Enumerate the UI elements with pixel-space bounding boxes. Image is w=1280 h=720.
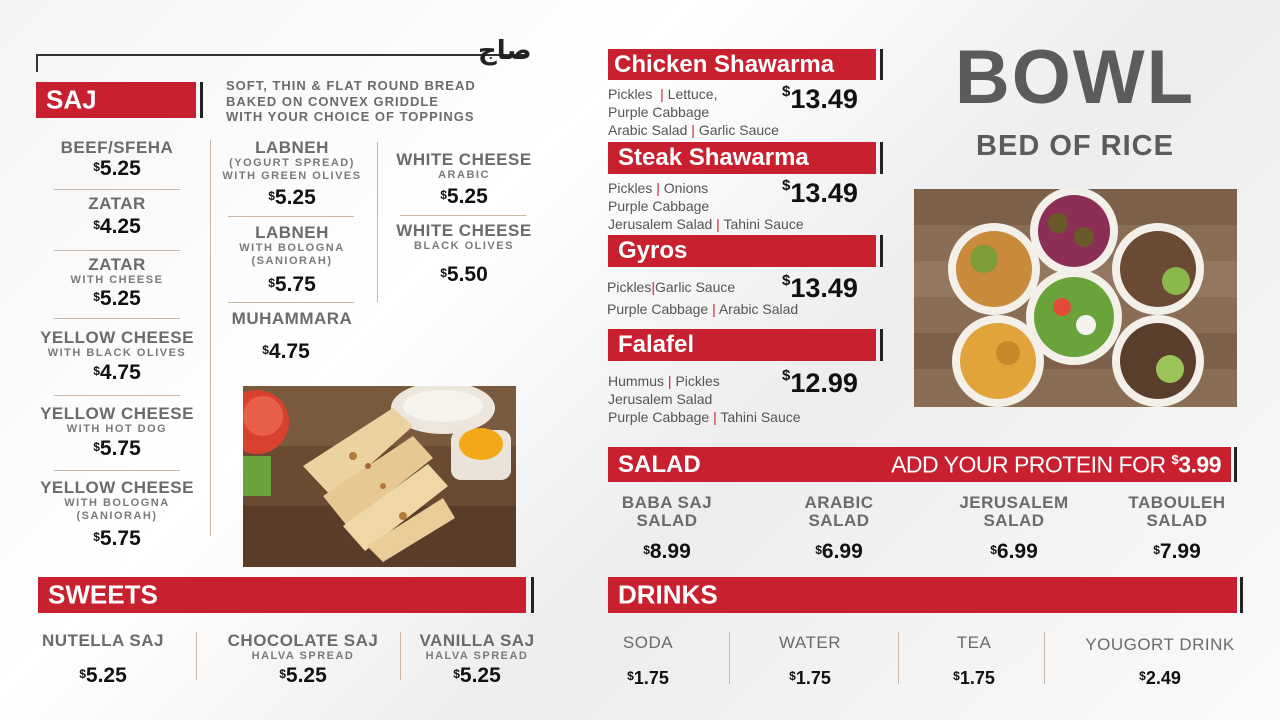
steak-shawarma-header-bar [608, 142, 876, 174]
item-price: $5.25 [440, 185, 488, 208]
sweets-header-bar [38, 577, 526, 613]
gyros-title: Gyros [618, 237, 688, 264]
drinks-header-bar [608, 577, 1237, 613]
item-subtitle: HALVA SPREAD [425, 650, 529, 662]
divider [54, 470, 180, 471]
saj-top-line [36, 54, 528, 56]
column-divider [898, 632, 899, 684]
item-price: $4.25 [93, 215, 141, 238]
addon-label: ADD YOUR PROTEIN FOR [891, 451, 1166, 477]
item-subtitle: (YOGURT SPREAD) [229, 157, 355, 169]
ingredient: Pickles [608, 180, 653, 196]
ingredient: Jerusalem Salad [608, 216, 713, 232]
ingredient: Jerusalem Salad [608, 391, 713, 407]
salad-addon-text: ADD YOUR PROTEIN FOR $3.99 [891, 451, 1221, 477]
gyros-ingredients: Pickles|Garlic Sauce Purple Cabbage | Arabic Salad [607, 279, 799, 317]
item-subtitle: WITH BOLOGNA [64, 497, 170, 509]
saj-top-line-tick [36, 54, 38, 72]
saj-item-white-cheese-arabic [384, 151, 544, 209]
item-name: MUHAMMARA [231, 309, 353, 328]
item-name: YELLOW CHEESE [40, 478, 194, 497]
item-name: CHOCOLATE SAJ [227, 631, 379, 650]
item-name: ZATAR [88, 255, 146, 274]
ingredient: Garlic Sauce [698, 122, 779, 138]
saj-item-zatar-cheese [32, 256, 202, 311]
salad-title: SALAD [618, 450, 701, 478]
addon-price: 3.99 [1178, 451, 1221, 477]
item-subtitle: WITH HOT DOG [66, 423, 168, 435]
ingredient: Arabic Salad [608, 122, 688, 138]
item-name: TABOULEH [1128, 493, 1226, 512]
divider [54, 189, 180, 190]
item-price: $4.75 [93, 361, 141, 384]
divider [228, 216, 354, 217]
saj-item-zatar [32, 195, 202, 239]
drinks-header-endbar [1240, 577, 1243, 613]
item-name: WATER [779, 633, 841, 652]
divider [54, 395, 180, 396]
saj-header-bar [36, 82, 196, 118]
chicken-shawarma-price: $13.49 [782, 83, 858, 114]
item-name: ZATAR [88, 194, 146, 213]
ingredient: Arabic Salad [718, 301, 799, 317]
salad-header-bar [608, 447, 1231, 482]
bowl-photo [914, 189, 1237, 407]
item-name: WHITE CHEESE [396, 150, 532, 169]
bowl-subtitle: BED OF RICE [976, 130, 1174, 162]
item-price: $1.75 [789, 668, 831, 688]
falafel-header-bar [608, 329, 876, 361]
item-subtitle: (SANIORAH) [251, 255, 333, 267]
sweets-header-endbar [531, 577, 534, 613]
ingredient: Tahini Sauce [723, 216, 804, 232]
drinks-item-soda [588, 634, 708, 690]
saj-description [226, 78, 476, 125]
item-subtitle: WITH BOLOGNA [239, 242, 345, 254]
saj-item-labneh-olives [214, 139, 370, 210]
ingredient: Lettuce, [667, 86, 718, 102]
item-price: $6.99 [990, 540, 1038, 563]
sweets-item-chocolate [210, 632, 396, 688]
chicken-shawarma-header-bar [608, 49, 876, 80]
item-price: $1.75 [953, 668, 995, 688]
saj-item-labneh-bologna [214, 224, 370, 297]
saj-item-yellow-cheese-hotdog [32, 405, 202, 461]
ingredient: Purple Cabbage [608, 409, 710, 425]
steak-shawarma-price: $13.49 [782, 177, 858, 208]
item-name: BEEF/SFEHA [60, 138, 174, 157]
item-price: $2.49 [1139, 668, 1181, 688]
item-subtitle: WITH GREEN OLIVES [222, 170, 362, 182]
item-price: $6.99 [815, 540, 863, 563]
header-endbar [880, 329, 883, 361]
item-name: LABNEH [255, 223, 329, 242]
ingredient: Onions [663, 180, 709, 196]
drinks-item-water [750, 634, 870, 690]
item-name: YELLOW CHEESE [40, 328, 194, 347]
steak-shawarma-title: Steak Shawarma [618, 144, 809, 171]
header-endbar [880, 142, 883, 174]
item-subtitle: (SANIORAH) [76, 510, 158, 522]
bowl-title: BOWL [954, 35, 1196, 120]
drinks-item-tea [914, 634, 1034, 690]
sweets-title: SWEETS [48, 579, 158, 610]
saj-item-white-cheese-olives [384, 222, 544, 287]
drinks-item-yogurt [1076, 636, 1244, 690]
item-name: ARABIC [804, 493, 874, 512]
item-subtitle: WITH CHEESE [70, 274, 164, 286]
item-price: $1.75 [627, 668, 669, 688]
ingredient: Purple Cabbage [608, 104, 710, 120]
item-name: NUTELLA SAJ [42, 631, 164, 650]
item-subtitle: WITH BLACK OLIVES [47, 347, 187, 359]
column-divider [377, 142, 378, 302]
divider [400, 215, 526, 216]
falafel-ingredients: Hummus | Pickles Jerusalem Salad Purple Cabbage | Tahini Sauce [608, 373, 801, 425]
gyros-header-bar [608, 235, 876, 267]
chicken-shawarma-title: Chicken Shawarma [614, 50, 835, 78]
item-name: LABNEH [255, 138, 329, 157]
divider [54, 250, 180, 251]
salad-header-endbar [1234, 447, 1237, 482]
item-price: $8.99 [643, 540, 691, 563]
ingredient: Purple Cabbage [608, 198, 710, 214]
saj-description-line: SOFT, THIN & FLAT ROUND BREAD [226, 78, 476, 93]
ingredient: Purple Cabbage [607, 301, 709, 317]
falafel-title: Falafel [618, 331, 695, 358]
divider [228, 302, 354, 303]
sweets-item-nutella [30, 632, 176, 688]
item-price: $5.25 [93, 287, 141, 310]
header-endbar [880, 235, 883, 267]
item-price: $5.75 [93, 437, 141, 460]
item-name: VANILLA SAJ [419, 631, 535, 650]
saj-header-endbar [200, 82, 203, 118]
item-name: JERUSALEM [959, 493, 1069, 512]
sweets-item-vanilla [404, 632, 550, 688]
item-price: $5.75 [268, 273, 316, 296]
item-price: $5.75 [93, 527, 141, 550]
saj-photo-image [243, 386, 516, 567]
item-price: $7.99 [1153, 540, 1201, 563]
item-price: $5.25 [453, 664, 501, 687]
item-name: BABA SAJ [621, 493, 713, 512]
item-price: $4.75 [262, 340, 310, 363]
saj-description-line: BAKED ON CONVEX GRIDDLE [226, 93, 439, 109]
item-price: $5.50 [440, 263, 488, 286]
gyros-price: $13.49 [782, 272, 858, 303]
item-subtitle: ARABIC [438, 169, 490, 181]
item-subtitle: BLACK OLIVES [414, 240, 514, 252]
ingredient: Pickles [608, 86, 653, 102]
item-subtitle: HALVA SPREAD [251, 650, 355, 662]
saj-item-yellow-cheese-olives [32, 329, 202, 385]
saj-description-line: WITH YOUR CHOICE OF TOPPINGS [226, 109, 475, 124]
ingredient: Pickles [675, 373, 720, 389]
salad-item-baba-saj [602, 494, 732, 564]
ingredient: Pickles [607, 279, 652, 295]
salad-item-tabouleh [1112, 494, 1242, 564]
item-name: SALAD [636, 511, 698, 530]
ingredient: Hummus [608, 373, 665, 389]
saj-item-beef-sfeha [32, 139, 202, 181]
ingredient: Tahini Sauce [720, 409, 801, 425]
item-name: SODA [622, 633, 674, 652]
item-price: $5.25 [279, 664, 327, 687]
item-price: $5.25 [268, 186, 316, 209]
ingredient: Garlic Sauce [655, 279, 736, 295]
item-name: SALAD [983, 511, 1045, 530]
column-divider [196, 632, 197, 680]
saj-photo [243, 386, 516, 567]
salad-item-jerusalem [944, 494, 1084, 564]
saj-title: SAJ [46, 84, 97, 115]
column-divider [729, 632, 730, 684]
drinks-title: DRINKS [618, 579, 718, 610]
column-divider [400, 632, 401, 680]
item-name: YELLOW CHEESE [40, 404, 194, 423]
item-name: WHITE CHEESE [396, 221, 532, 240]
salad-item-arabic [774, 494, 904, 564]
item-name: YOUGORT DRINK [1085, 635, 1235, 654]
chicken-shawarma-ingredients: Pickles | Lettuce, Purple Cabbage Arabic Salad | Garlic Sauce [608, 86, 779, 138]
falafel-price: $12.99 [782, 367, 858, 398]
item-price: $5.25 [79, 664, 127, 687]
column-divider [1044, 632, 1045, 684]
item-price: $5.25 [93, 157, 141, 180]
item-name: SALAD [808, 511, 870, 530]
saj-item-muhammara [214, 310, 370, 364]
divider [54, 318, 180, 319]
item-name: SALAD [1146, 511, 1208, 530]
column-divider [210, 140, 211, 536]
steak-shawarma-ingredients: Pickles | Onions Purple Cabbage Jerusalem Salad | Tahini Sauce [608, 180, 804, 232]
header-endbar [880, 49, 883, 80]
item-name: TEA [956, 633, 992, 652]
bowl-photo-image [914, 189, 1237, 407]
saj-arabic-title: صاج [478, 36, 532, 66]
saj-item-yellow-cheese-bologna [32, 479, 202, 551]
